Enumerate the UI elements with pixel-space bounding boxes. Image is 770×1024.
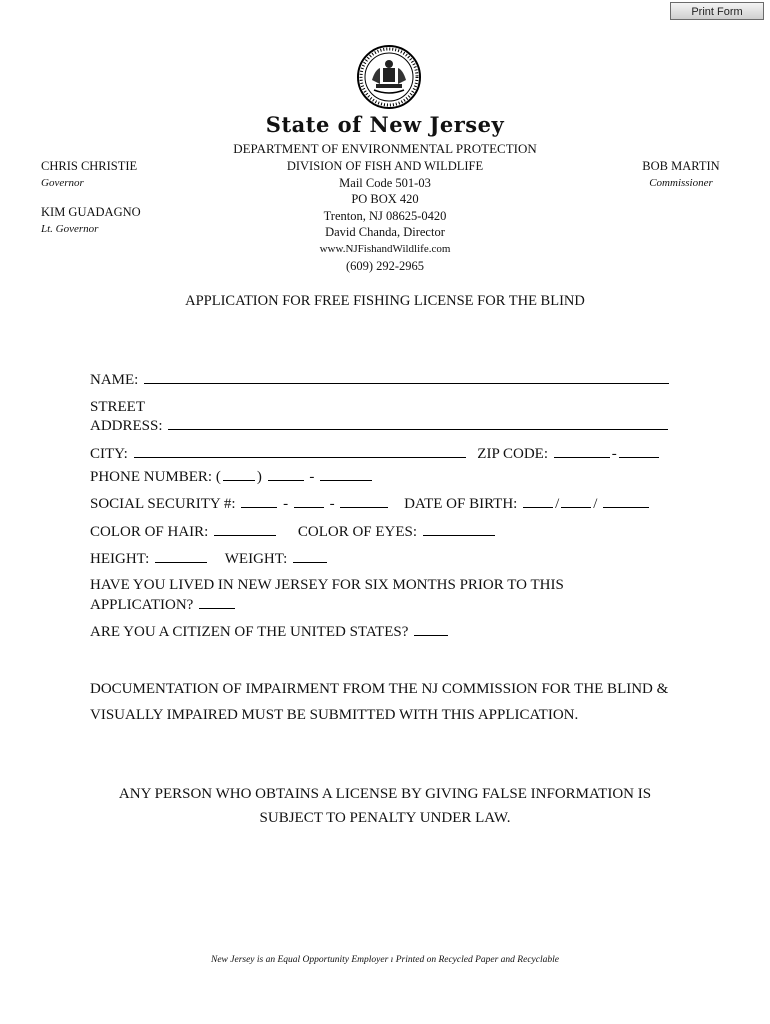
phone-label: PHONE NUMBER: ( (90, 469, 221, 485)
phone-line-field[interactable] (320, 467, 372, 481)
ssn-dash-1: - (283, 496, 289, 512)
citizen-answer-field[interactable] (414, 622, 448, 636)
dob-slash-1: / (555, 496, 560, 512)
mail-code: Mail Code 501-03 (339, 175, 431, 190)
city-line: Trenton, NJ 08625-0420 (323, 208, 447, 223)
height-field[interactable] (155, 549, 207, 563)
ssn-field-3[interactable] (340, 494, 388, 508)
dob-slash-2: / (593, 496, 598, 512)
address-block (235, 158, 535, 274)
po-box: PO BOX 420 (351, 192, 419, 207)
governor-role: Governor (41, 176, 84, 189)
documentation-line1: DOCUMENTATION OF IMPAIRMENT FROM THE NJ COMMISSION FOR THE BLIND & (90, 681, 669, 697)
zip-field-main[interactable] (554, 444, 610, 458)
commissioner-name: BOB MARTIN (642, 159, 720, 173)
residency-question-line2: APPLICATION? (90, 597, 194, 613)
dob-month-field[interactable] (523, 494, 553, 508)
penalty-line1: ANY PERSON WHO OBTAINS A LICENSE BY GIVING FALSE INFORMATION IS (118, 786, 652, 802)
dob-label: DATE OF BIRTH: (404, 496, 518, 512)
penalty-notice (60, 782, 710, 830)
state-seal-icon (356, 44, 422, 110)
director-line: David Chanda, Director (325, 225, 445, 240)
department-name: DEPARTMENT OF ENVIRONMENTAL PROTECTION (233, 141, 537, 156)
footer-text: New Jersey is an Equal Opportunity Employer ı Printed on Recycled Paper and Recyclable (211, 955, 559, 965)
height-label: HEIGHT: (90, 551, 150, 567)
officials-right (620, 158, 742, 191)
residency-question-line1: HAVE YOU LIVED IN NEW JERSEY FOR SIX MONTHS PRIOR TO THIS (90, 577, 564, 593)
dob-year-field[interactable] (603, 494, 649, 508)
city-field[interactable] (134, 444, 466, 458)
residency-answer-field[interactable] (199, 595, 235, 609)
citizen-question: ARE YOU A CITIZEN OF THE UNITED STATES? (90, 624, 409, 640)
phone-area-field[interactable] (223, 467, 255, 481)
zip-dash: - (611, 446, 617, 462)
lt-governor-role: Lt. Governor (41, 222, 99, 235)
address-field[interactable] (168, 416, 668, 430)
phone-close-paren: ) (256, 469, 262, 485)
dob-day-field[interactable] (561, 494, 591, 508)
name-field[interactable] (144, 370, 669, 384)
phone-dash: - (309, 469, 315, 485)
hair-color-label: COLOR OF HAIR: (90, 524, 209, 540)
print-form-button[interactable]: Print Form (670, 2, 764, 20)
phone-line: (609) 292-2965 (345, 258, 425, 273)
ssn-label: SOCIAL SECURITY #: (90, 496, 236, 512)
weight-field[interactable] (293, 549, 327, 563)
weight-label: WEIGHT: (224, 551, 288, 567)
officials-left (41, 158, 141, 237)
ssn-field-2[interactable] (294, 494, 324, 508)
eye-color-field[interactable] (423, 522, 495, 536)
street-label: STREET (90, 399, 145, 415)
penalty-line2: SUBJECT TO PENALTY UNDER LAW. (259, 810, 511, 826)
city-label: CITY: (90, 446, 128, 462)
documentation-note (90, 676, 710, 728)
documentation-line2: VISUALLY IMPAIRED MUST BE SUBMITTED WITH THIS APPLICATION. (90, 707, 579, 723)
eye-color-label: COLOR OF EYES: (297, 524, 418, 540)
ssn-dash-2: - (329, 496, 335, 512)
governor-name: CHRIS CHRISTIE (41, 159, 138, 173)
phone-prefix-field[interactable] (268, 467, 304, 481)
lt-governor-name: KIM GUADAGNO (41, 205, 141, 220)
state-title: State of New Jersey (265, 112, 505, 137)
name-label: NAME: (90, 372, 139, 388)
ssn-field-1[interactable] (241, 494, 277, 508)
hair-color-field[interactable] (214, 522, 276, 536)
application-title: APPLICATION FOR FREE FISHING LICENSE FOR THE BLIND (185, 293, 585, 309)
zip-field-ext[interactable] (619, 444, 659, 458)
address-label: ADDRESS: (90, 418, 163, 434)
website-line: www.NJFishandWildlife.com (319, 242, 451, 255)
commissioner-role: Commissioner (649, 176, 713, 189)
division-name: DIVISION OF FISH AND WILDLIFE (286, 159, 484, 173)
zip-label: ZIP CODE: (477, 446, 548, 462)
